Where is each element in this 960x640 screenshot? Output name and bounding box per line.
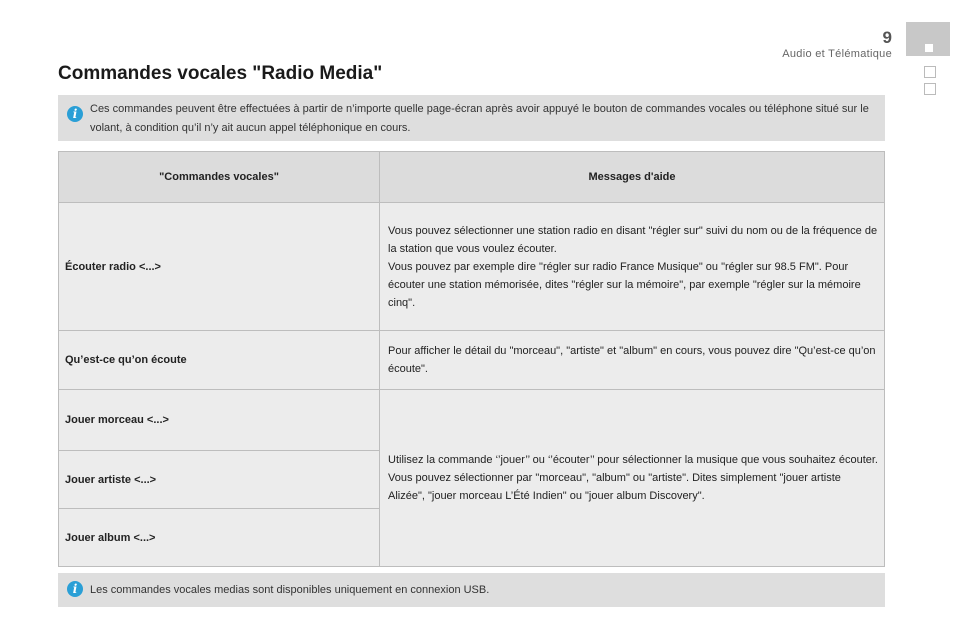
command-jouer-album: Jouer album <...> bbox=[65, 531, 156, 544]
command-ecouter-radio: Écouter radio <...> bbox=[65, 260, 161, 273]
note-top-text: Ces commandes peuvent être effectuées à partir de n’importe quelle page-écran après avoir appuyé le bouton de commandes vocales ou téléphone situé sur le volant, à condition qu’il n’y ait aucun appel téléphonique en cours. bbox=[90, 103, 869, 134]
voice-commands-table bbox=[58, 151, 885, 567]
chapter-tab-marker bbox=[925, 44, 933, 52]
message-quest-ce-quon-ecoute: Pour afficher le détail du "morceau", "artiste" et "album" en cours, vous pouvez dire "Qu’est-ce qu’on écoute". bbox=[388, 345, 876, 375]
info-icon: i bbox=[67, 581, 83, 597]
chapter-box-2 bbox=[924, 83, 936, 95]
page-title: Commandes vocales "Radio Media" bbox=[58, 63, 383, 84]
command-jouer-morceau: Jouer morceau <...> bbox=[65, 414, 169, 426]
info-icon: i bbox=[67, 106, 83, 122]
header-commands: "Commandes vocales" bbox=[59, 152, 379, 202]
page-number: 9 bbox=[882, 28, 892, 47]
command-quest-ce-quon-ecoute: Qu’est-ce qu’on écoute bbox=[65, 354, 187, 366]
chapter-box-1 bbox=[924, 66, 936, 78]
note-bottom-text: Les commandes vocales medias sont disponibles uniquement en connexion USB. bbox=[90, 584, 490, 596]
info-note-top bbox=[58, 95, 885, 141]
message-ecouter-radio: Vous pouvez sélectionner une station radio en disant "régler sur" suivi du nom ou de la fréquence de la station que vous voulez écouter. Vous pouvez par exemple dire "régler sur radio France Musique" ou "régler sur 98.5 FM". Pour écouter une station mémorisée, dites "régler sur la mémoire", par exemple "régler sur la mémoire cinq". bbox=[388, 224, 878, 309]
header-messages: Messages d'aide bbox=[380, 152, 884, 202]
command-jouer-artiste: Jouer artiste <...> bbox=[65, 473, 157, 486]
message-jouer: Utilisez la commande ‘’jouer’’ ou ‘’écouter’’ pour sélectionner la musique que vous souhaitez écouter. Vous pouvez sélectionner par "morceau", "album" ou "artiste". Dites simplement "jouer artiste Alizée", "jouer morceau L’Été Indien" ou "jouer album Discovery". bbox=[388, 454, 878, 502]
info-note-bottom bbox=[58, 573, 885, 607]
section-title: Audio et Télématique bbox=[782, 48, 892, 60]
